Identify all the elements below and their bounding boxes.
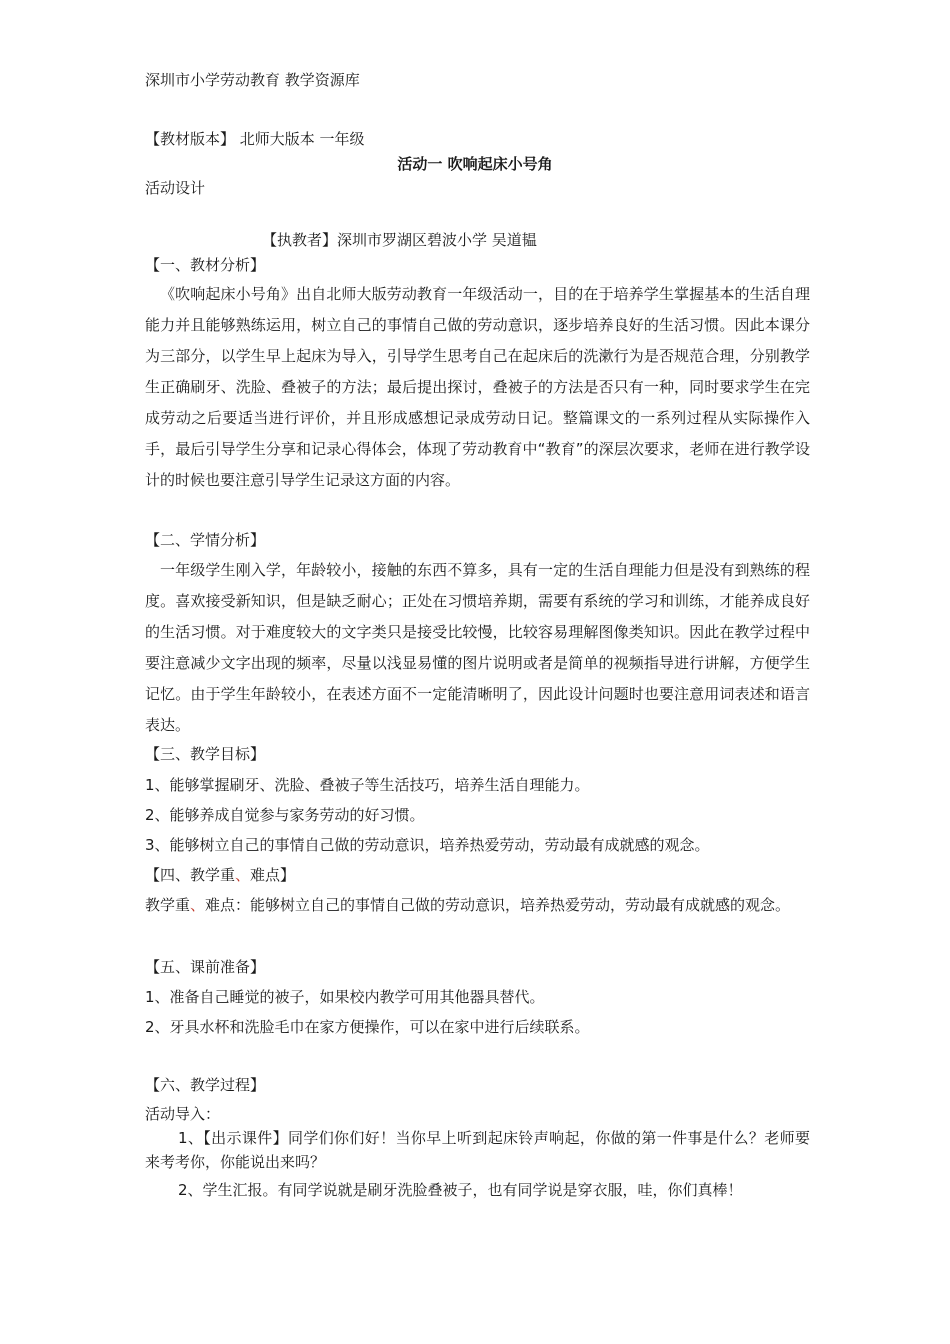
goal-item-1: 1、能够掌握刷牙、洗脸、叠被子等生活技巧，培养生活自理能力。 bbox=[145, 776, 590, 794]
keypoints-heading-b: 难点】 bbox=[250, 866, 296, 884]
section-heading-process: 【六、教学过程】 bbox=[145, 1076, 266, 1094]
keypoints-heading-sep: 、 bbox=[235, 866, 251, 884]
section-heading-students: 【二、学情分析】 bbox=[145, 531, 266, 549]
teacher-line: 【执教者】深圳市罗湖区碧波小学 吴道韫 bbox=[262, 231, 537, 249]
keypoints-body-a: 教学重 bbox=[145, 896, 191, 914]
prep-item-2: 2、牙具水杯和洗脸毛巾在家方便操作，可以在家中进行后续联系。 bbox=[145, 1018, 590, 1036]
section-heading-goals: 【三、教学目标】 bbox=[145, 745, 266, 763]
process-intro: 活动导入： bbox=[145, 1105, 221, 1123]
keypoints-body-b: 难点：能够树立自己的事情自己做的劳动意识，培养热爱劳动，劳动最有成就感的观念。 bbox=[205, 896, 791, 914]
section-heading-analysis: 【一、教材分析】 bbox=[145, 256, 266, 274]
process-step-2: 2、学生汇报。有同学说就是刷牙洗脸叠被子，也有同学说是穿衣服，哇，你们真棒！ bbox=[178, 1181, 743, 1199]
goal-item-3: 3、能够树立自己的事情自己做的劳动意识，培养热爱劳动，劳动最有成就感的观念。 bbox=[145, 836, 710, 854]
section-body-analysis: 《吹响起床小号角》出自北师大版劳动教育一年级活动一，目的在于培养学生掌握基本的生活自理能力并且能够熟练运用，树立自己的事情自己做的劳动意识，逐步培养良好的生活习惯。因此本课分为三部分，以学生早上起床为导入，引导学生思考自己在起床后的洗漱行为是否规范合理，分别教学生正确刷牙、洗脸、叠被子的方法；最后提出探讨，叠被子的方法是否只有一种，同时要求学生在完成劳动之后要适当进行评价，并且形成感想记录成劳动日记。整篇课文的一系列过程从实际操作入手，最后引导学生分享和记录心得体会，体现了劳动教育中“教育”的深层次要求，老师在进行教学设计的时候也要注意引导学生记录这方面的内容。 bbox=[145, 285, 810, 489]
textbook-version: 【教材版本】 北师大版本 一年级 bbox=[145, 130, 365, 148]
design-label: 活动设计 bbox=[145, 179, 206, 197]
document-header: 深圳市小学劳动教育 教学资源库 bbox=[145, 71, 360, 89]
section-heading-keypoints bbox=[145, 860, 295, 891]
page-title: 活动一 吹响起床小号角 bbox=[397, 155, 553, 173]
keypoints-heading-a: 【四、教学重 bbox=[145, 866, 236, 884]
prep-item-1: 1、准备自己睡觉的被子，如果校内教学可用其他器具替代。 bbox=[145, 988, 545, 1006]
section-heading-prep: 【五、课前准备】 bbox=[145, 958, 266, 976]
section-body-keypoints bbox=[145, 890, 810, 921]
section-body-students: 一年级学生刚入学，年龄较小，接触的东西不算多，具有一定的生活自理能力但是没有到熟练的程度。喜欢接受新知识，但是缺乏耐心；正处在习惯培养期，需要有系统的学习和训练，才能养成良好的生活习惯。对于难度较大的文字类只是接受比较慢，比较容易理解图像类知识。因此在教学过程中要注意减少文字出现的频率，尽量以浅显易懂的图片说明或者是简单的视频指导进行讲解，方便学生记忆。由于学生年龄较小，在表述方面不一定能清晰明了，因此设计问题时也要注意用词表述和语言表达。 bbox=[145, 561, 810, 734]
keypoints-body-sep: 、 bbox=[190, 896, 206, 914]
goal-item-2: 2、能够养成自觉参与家务劳动的好习惯。 bbox=[145, 806, 425, 824]
process-step-1: 1、【出示课件】同学们你们好！当你早上听到起床铃声响起，你做的第一件事是什么？老师要来考考你，你能说出来吗？ bbox=[145, 1129, 810, 1171]
